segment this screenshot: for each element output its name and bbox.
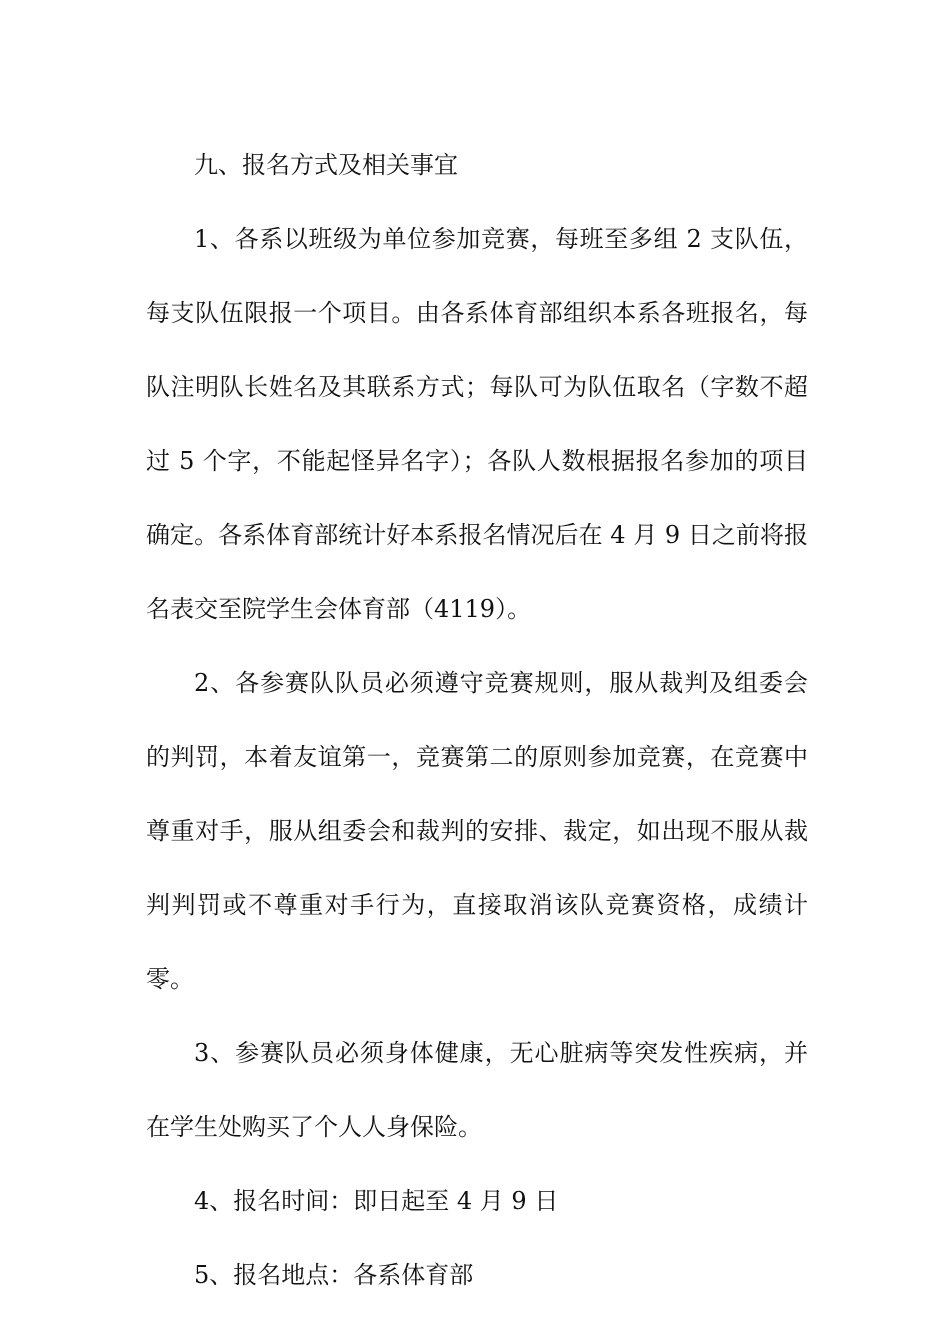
paragraph-competition-rules: 2、各参赛队队员必须遵守竞赛规则，服从裁判及组委会的判罚，本着友谊第一，竞赛第二的原则参加竞赛，在竞赛中尊重对手，服从组委会和裁判的安排、裁定，如出现不服从裁判判罚或不尊重对手行为，直接取消该队竞赛资格，成绩计零。 (146, 669, 808, 993)
paragraph-registration-location: 5、报名地点：各系体育部 (194, 1261, 474, 1289)
paragraph-registration-time: 4、报名时间：即日起至 4 月 9 日 (194, 1187, 559, 1215)
section-heading: 九、报名方式及相关事宜 (194, 151, 458, 179)
paragraph-registration-unit: 1、各系以班级为单位参加竞赛，每班至多组 2 支队伍，每支队伍限报一个项目。由各系体育部组织本系各班报名，每队注明队长姓名及其联系方式；每队可为队伍取名（字数不超过 5 个字，不能起怪异名字）；各队人数根据报名参加的项目确定。各系体育部统计好本系报名情况后在 4 月 9 日之前将报名表交至院学生会体育部（4119）。 (146, 225, 808, 623)
paragraph-health-insurance: 3、参赛队员必须身体健康，无心脏病等突发性疾病，并在学生处购买了个人人身保险。 (146, 1039, 808, 1141)
document-body (146, 128, 808, 1312)
